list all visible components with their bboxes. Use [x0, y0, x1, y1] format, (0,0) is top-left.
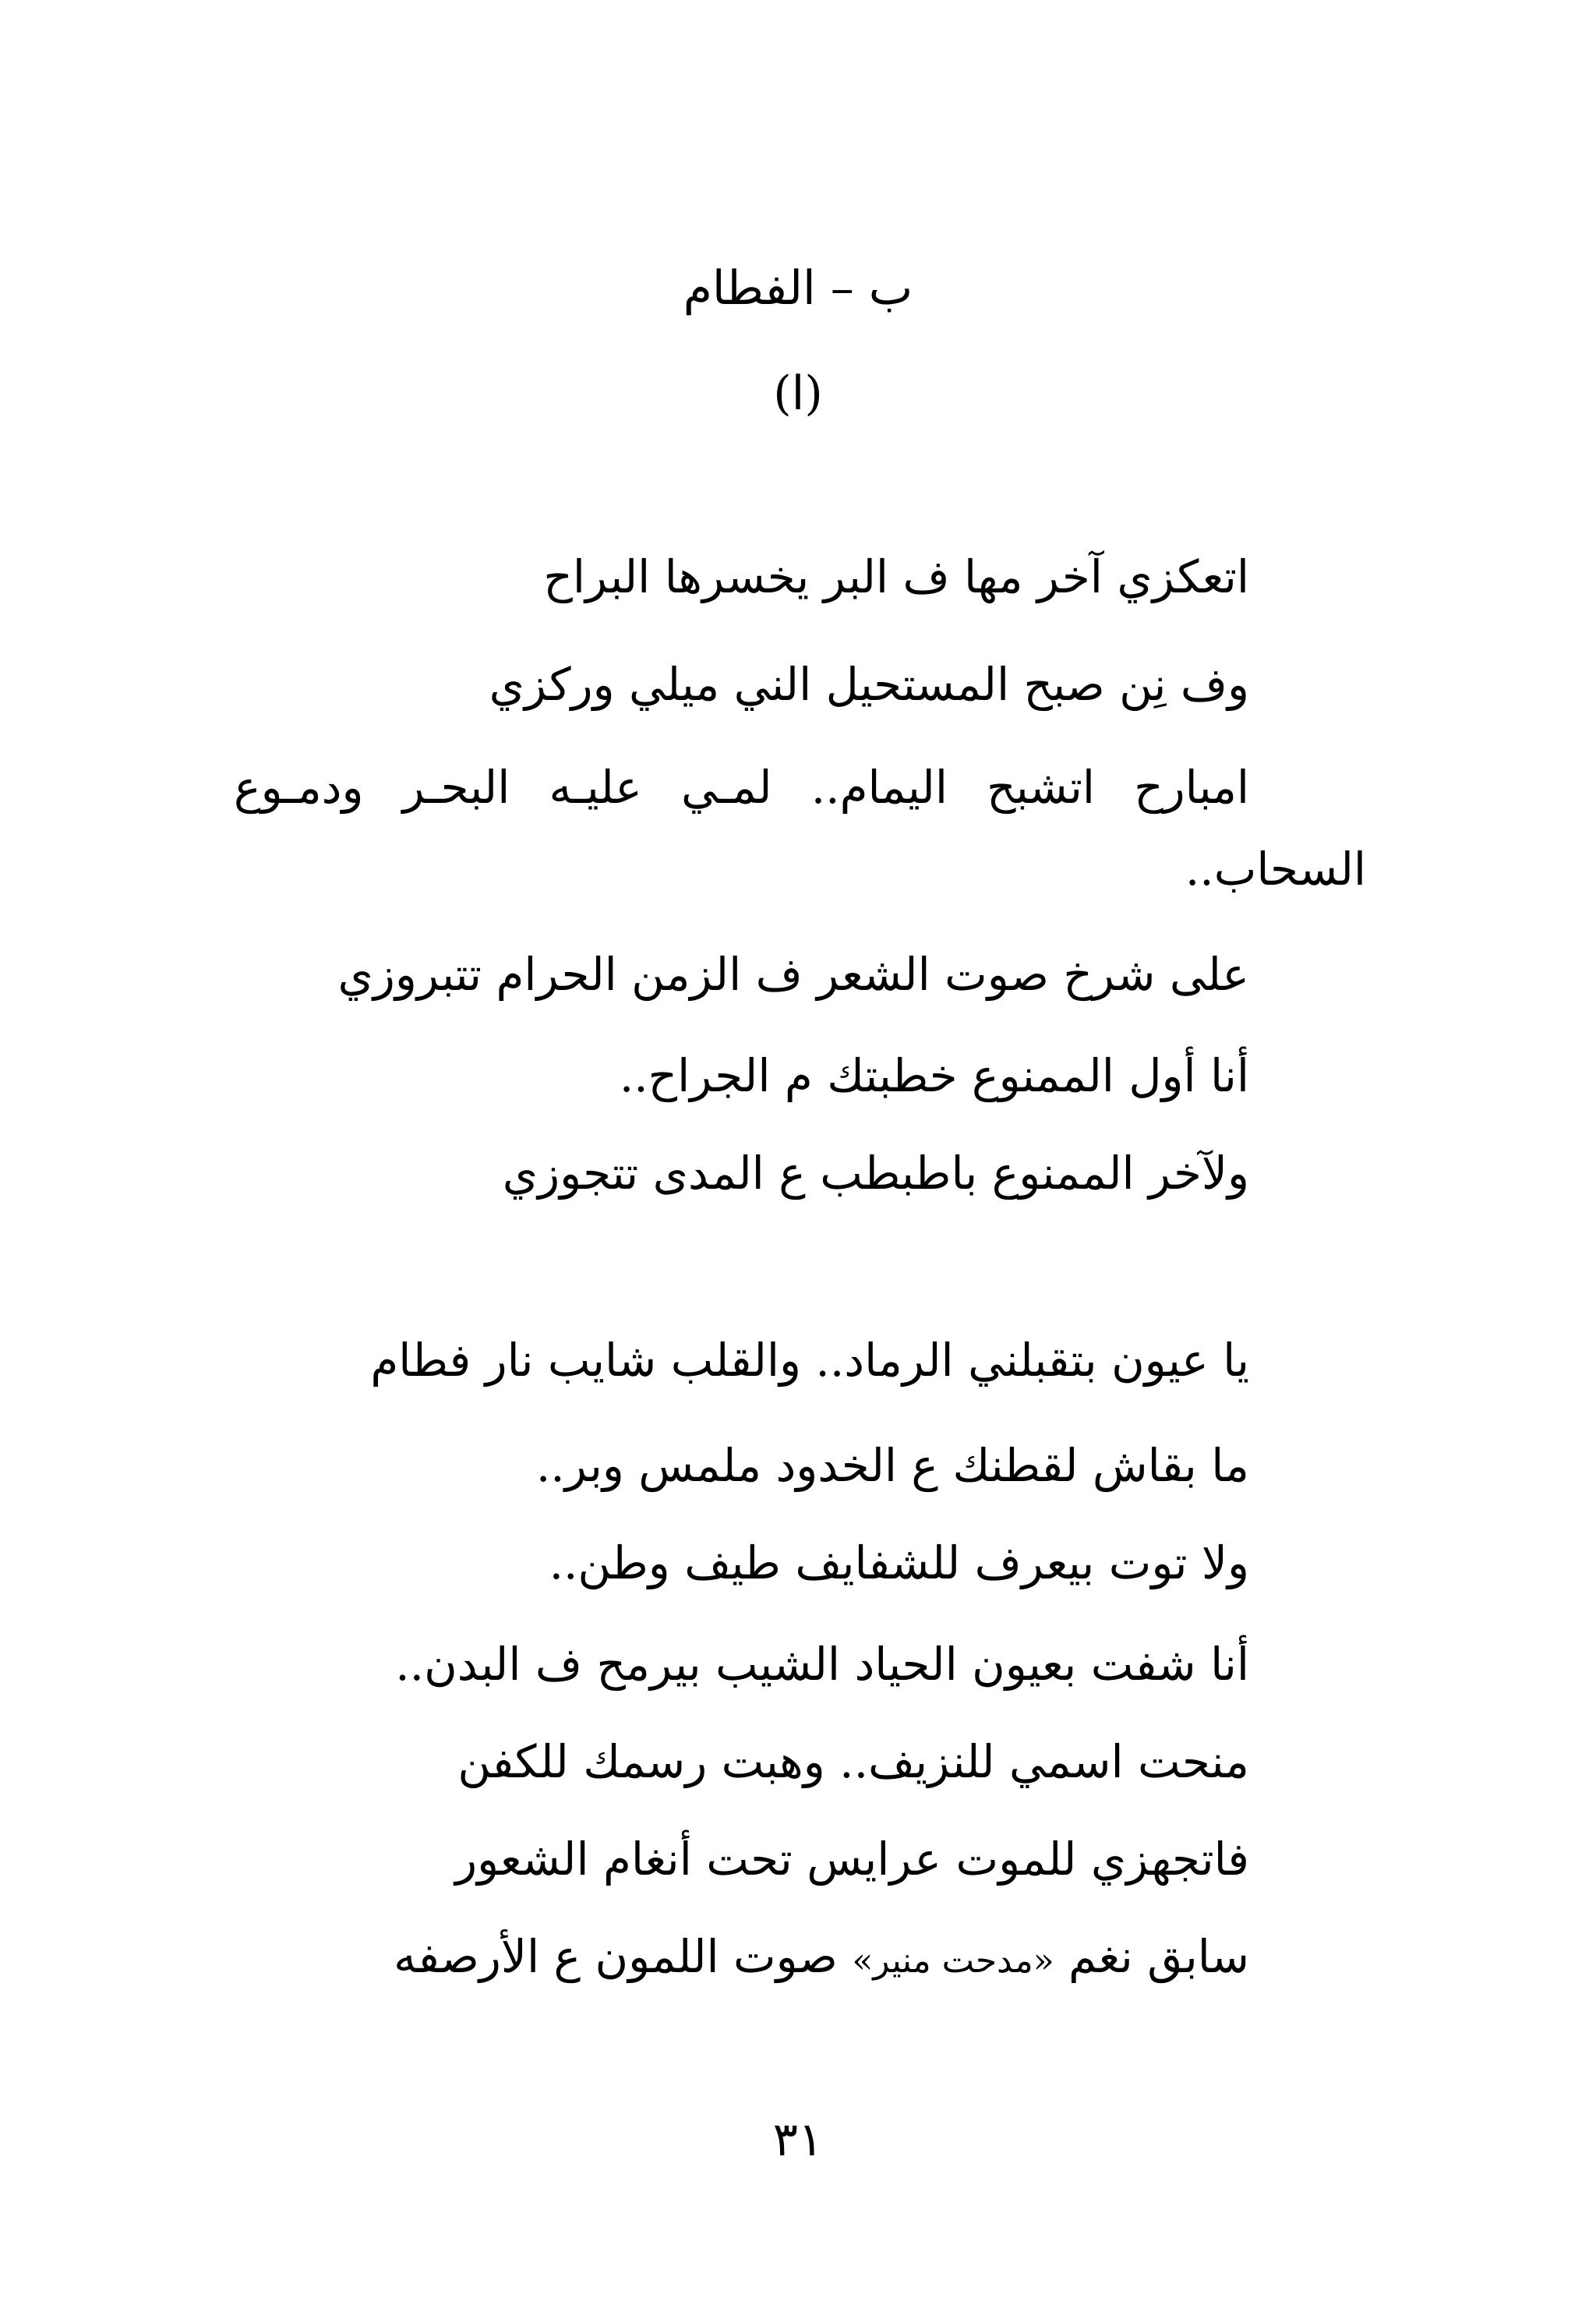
poem-line: على شرخ صوت الشعر ف الزمن الحرام تتبروزي [337, 948, 1249, 1001]
poem-line: ولا توت بيعرف للشفايف طيف وطن.. [549, 1536, 1249, 1589]
page-number: ٣١ [772, 2112, 824, 2167]
poem-line: منحت اسمي للنزيف.. وهبت رسمك للكفن [457, 1735, 1249, 1788]
section-number: (ا) [773, 366, 823, 421]
poem-line: وف نِن صبح المستحيل الني ميلي وركزي [489, 658, 1249, 711]
quoted-name: «مدحت منير» [852, 1941, 1054, 1981]
chapter-title: ب – الفطام [683, 261, 913, 316]
poem-line: ما بقاش لقطنك ع الخدود ملمس وبر.. [535, 1439, 1249, 1492]
line-text-before: سابق نغم [1054, 1930, 1249, 1983]
poem-line: أنا أول الممنوع خطبتك م الجراح.. [619, 1049, 1249, 1102]
poem-line: امبارح اتشبح اليمام.. لمـي عليـه البحـر ودمـوع [234, 761, 1249, 814]
poem-line: أنا شفت بعيون الحياد الشيب بيرمح ف البدن.. [395, 1638, 1249, 1691]
poem-line: ولآخر الممنوع باطبطب ع المدى تتجوزي [502, 1147, 1249, 1200]
poem-line: يا عيون بتقبلني الرماد.. والقلب شايب نار فطام [370, 1334, 1249, 1387]
poem-line: اتعكزي آخر مها ف البر يخسرها البراح [543, 550, 1249, 603]
poem-line-with-quote [394, 1925, 1249, 1992]
poem-line: فاتجهزي للموت عرايس تحت أنغام الشعور [455, 1833, 1249, 1886]
line-text-after: صوت اللمون ع الأرصفه [394, 1930, 853, 1983]
poem-line-continuation: السحاب.. [1185, 843, 1366, 896]
